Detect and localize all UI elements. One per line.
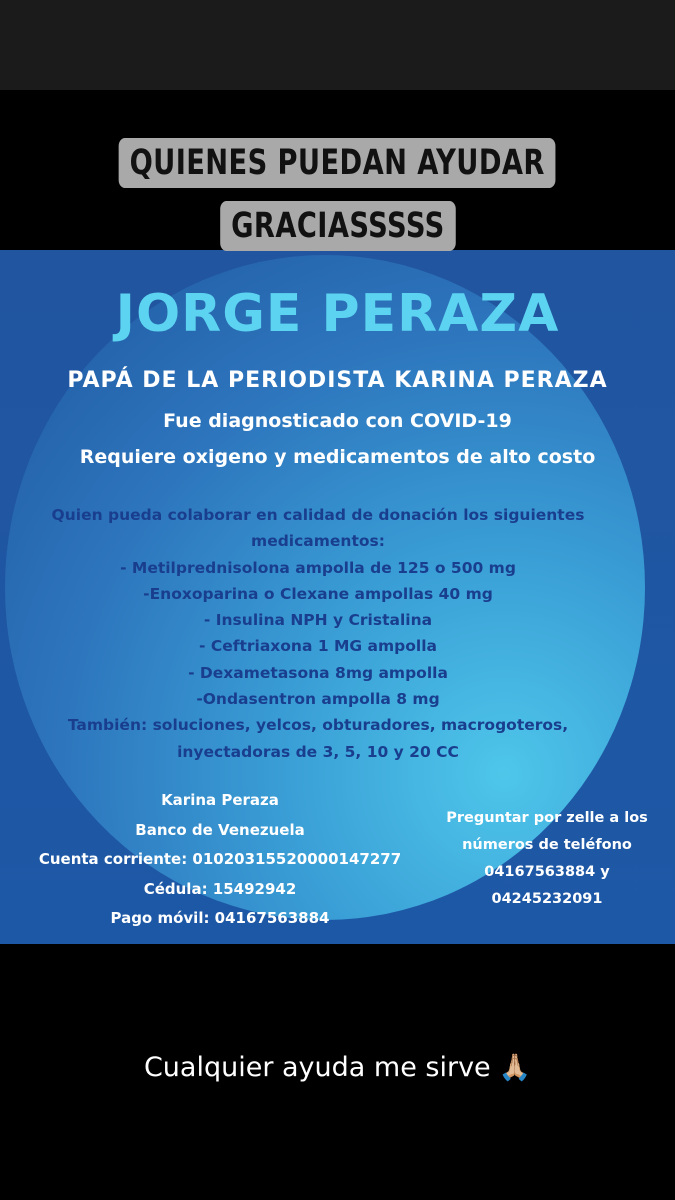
bank-detail-line: Pago móvil: 04167563884: [110, 909, 330, 927]
medications-list: [0, 502, 636, 765]
bank-detail-line: Karina Peraza: [161, 791, 279, 809]
medications-line: - Dexametasona 8mg ampolla: [188, 663, 448, 682]
medications-line: - Ceftriaxona 1 MG ampolla: [199, 637, 437, 656]
zelle-line: 04245232091: [491, 891, 603, 907]
medications-line: inyectadoras de 3, 5, 10 y 20 CC: [177, 742, 459, 761]
donation-flyer-image: [0, 250, 675, 944]
flyer-subtitle: PAPÁ DE LA PERIODISTA KARINA PERAZA: [67, 368, 608, 393]
bank-detail-line: Cédula: 15492942: [143, 879, 297, 898]
medications-line: También: soluciones, yelcos, obturadores, macrogoteros,: [67, 716, 569, 735]
medications-line: - Metilprednisolona ampolla de 125 o 500 mg: [120, 558, 516, 577]
sticker-text-1: QUIENES PUEDAN AYUDAR: [119, 138, 556, 188]
bank-detail-line: Banco de Venezuela: [135, 820, 305, 839]
bank-details: [10, 786, 430, 934]
caption-text: Cualquier ayuda me sirve: [143, 1052, 491, 1083]
praying-hands-icon: 🙏🏼: [498, 1053, 532, 1083]
patient-name: JORGE PERAZA: [115, 284, 560, 344]
zelle-info: [427, 805, 667, 913]
story-caption: [0, 1052, 675, 1083]
text-sticker-line-2: [0, 201, 675, 251]
medications-line: Quien pueda colaborar en calidad de donación los siguientes: [51, 506, 585, 524]
text-sticker-line-1: [0, 138, 675, 188]
story-progress-area: [0, 0, 675, 90]
zelle-line: Preguntar por zelle a los: [446, 810, 648, 826]
medications-line: - Insulina NPH y Cristalina: [203, 611, 433, 630]
requirement-text: Requiere oxigeno y medicamentos de alto costo: [79, 446, 596, 468]
zelle-line: 04167563884 y: [484, 864, 610, 880]
medications-line: -Ondasentron ampolla 8 mg: [196, 690, 440, 709]
diagnosis-text: Fue diagnosticado con COVID-19: [163, 410, 512, 432]
medications-line: -Enoxoparina o Clexane ampollas 40 mg: [143, 584, 493, 603]
sticker-text-2: GRACIASSSSS: [220, 201, 455, 251]
medications-line: medicamentos:: [251, 532, 385, 551]
zelle-line: números de teléfono: [462, 837, 632, 853]
bank-detail-line: Cuenta corriente: 01020315520000147277: [38, 850, 402, 868]
